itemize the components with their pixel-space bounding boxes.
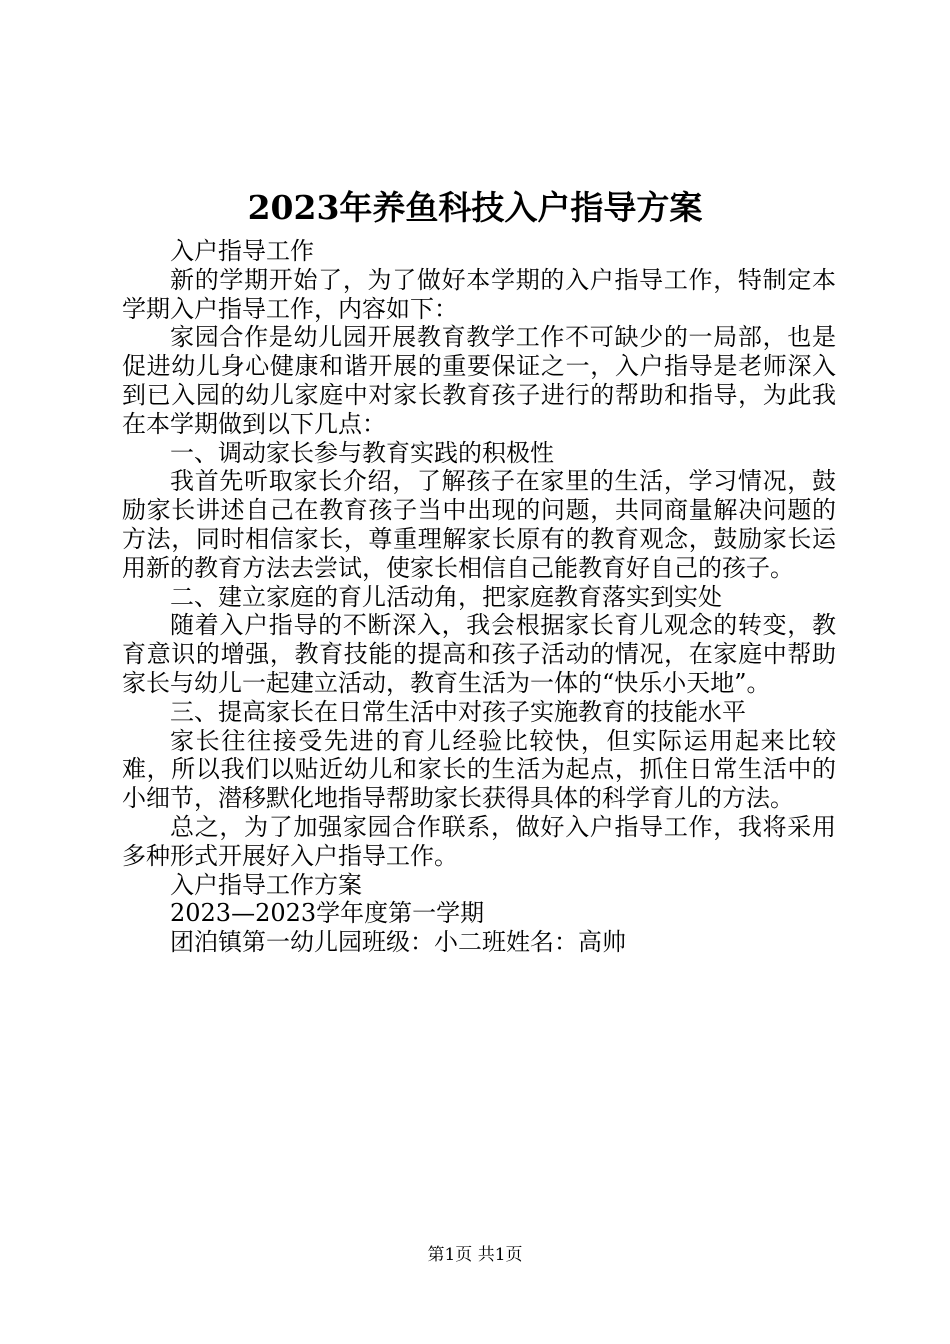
plan-title-line: 入户指导工作方案: [170, 870, 362, 899]
paragraph-background: 家园合作是幼儿园开展教育教学工作不可缺少的一局部，也是促进幼儿身心健康和谐开展的重要保证之一，入户指导是老师深入到已入园的幼儿家庭中对家长教育孩子进行的帮助和指导，为此我在本学期做到以下几点：: [122, 323, 836, 438]
paragraph-conclusion: 总之，为了加强家园合作联系，做好入户指导工作，我将采用多种形式开展好入户指导工作。: [122, 812, 836, 870]
document-title: 2023年养鱼科技入户指导方案: [247, 188, 703, 227]
page-footer: 第1页 共1页: [427, 1245, 523, 1265]
author-line: 团泊镇第一幼儿园班级：小二班姓名：高帅: [170, 928, 626, 957]
document-body: [122, 237, 836, 957]
semester-line: 2023—2023学年度第一学期: [170, 899, 485, 928]
paragraph-heading: 入户指导工作: [170, 237, 314, 265]
paragraph-section-3: 家长往往接受先进的育儿经验比较快，但实际运用起来比较难，所以我们以贴近幼儿和家长的生活为起点，抓住日常生活中的小细节，潜移默化地指导帮助家长获得具体的科学育儿的方法。: [122, 726, 836, 813]
section-heading-1: 一、调动家长参与教育实践的积极性: [170, 438, 554, 467]
section-heading-2: 二、建立家庭的育儿活动角，把家庭教育落实到实处: [170, 582, 722, 611]
paragraph-section-1: 我首先听取家长介绍，了解孩子在家里的生活，学习情况，鼓励家长讲述自己在教育孩子当中出现的问题，共同商量解决问题的方法，同时相信家长，尊重理解家长原有的教育观念，鼓励家长运用新的教育方法去尝试，使家长相信自己能教育好自己的孩子。: [122, 467, 836, 582]
paragraph-intro: 新的学期开始了，为了做好本学期的入户指导工作，特制定本学期入户指导工作，内容如下：: [122, 265, 836, 323]
section-heading-3: 三、提高家长在日常生活中对孩子实施教育的技能水平: [170, 697, 746, 726]
paragraph-section-2: 随着入户指导的不断深入，我会根据家长育儿观念的转变，教育意识的增强，教育技能的提高和孩子活动的情况，在家庭中帮助家长与幼儿一起建立活动，教育生活为一体的“快乐小天地”。: [122, 611, 836, 697]
